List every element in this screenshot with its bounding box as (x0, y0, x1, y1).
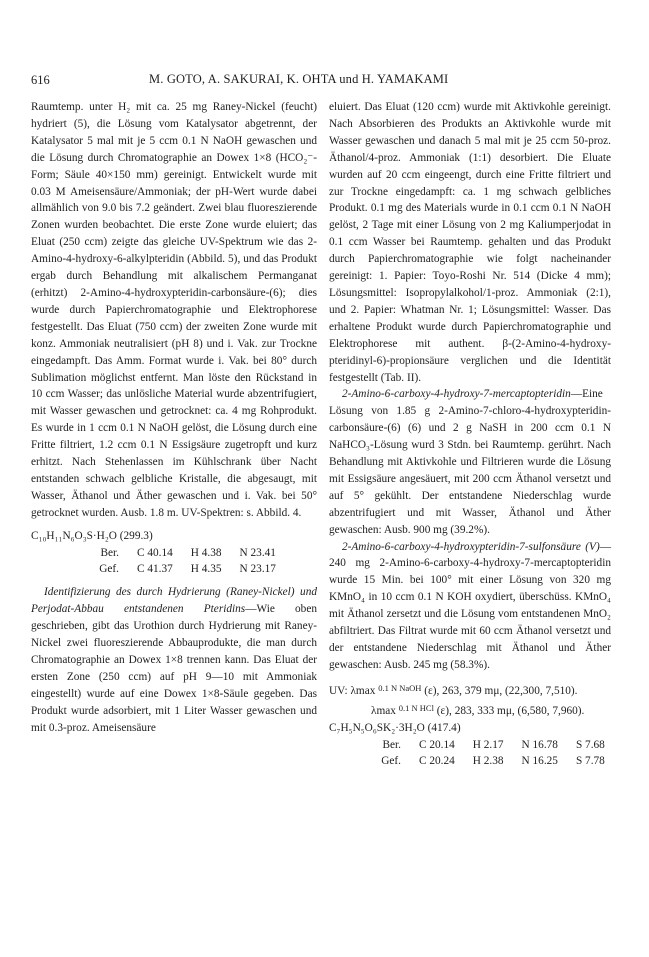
analysis-value: H 4.38 (190, 546, 222, 559)
page-number: 616 (31, 73, 50, 87)
analysis-calculated (31, 545, 317, 562)
body-paragraph (329, 386, 611, 538)
analysis-found (31, 561, 317, 578)
analysis-value: N 16.25 (521, 755, 558, 768)
molecular-formula: C₇H₅N₅O₆SK₂·3H₂O (417.4) (329, 721, 461, 734)
analysis-value: N 16.78 (521, 738, 558, 751)
body-paragraph (31, 584, 317, 736)
section-heading: 2-Amino-6-carboxy-4-hydroxypteridin-7-sulfonsäure (V) (342, 540, 600, 553)
analysis-value: S 7.68 (575, 738, 605, 751)
analysis-value: H 2.38 (472, 755, 504, 768)
analysis-value: N 23.17 (239, 563, 276, 576)
analysis-calculated (343, 737, 611, 754)
analysis-value: C 20.14 (419, 738, 455, 751)
analysis-value: N 23.41 (239, 546, 276, 559)
molecular-formula: C₁₀H₁₁N₆O₃S·H₂O (299.3) (31, 529, 153, 542)
analysis-found (343, 753, 611, 770)
paragraph-text: —Eine Lösung von 1.85 g 2-Amino-7-chloro-4-hydroxypteridin-carbonsäure-(6) (6) und 2 g NaSH in 200 ccm 0.1 N NaHCO₃-Lösung wurd 3 Stdn. bei Raumtemp. gerührt. Nach Behandlung mit Aktivkohle und Filtrieren wurde die Lösung mit Essigsäure angesäuert, mit 200 ccm Äthanol versetzt und auf 5° gekühlt. Der entstandene Niederschlag wurde abzentrifugiert und mit Wasser, Äthanol und Äther gewaschen: Ausb. 900 mg (39.2%). (329, 388, 611, 536)
uv-label: UV: (329, 684, 348, 697)
right-column (329, 99, 611, 770)
analysis-value: C 40.14 (137, 546, 173, 559)
section-heading: Identifizierung des durch Hydrierung (Raney-Nickel) und Perjodat-Abbau entstandenen Pteridins (31, 586, 317, 616)
left-column (31, 99, 317, 737)
analysis-label: Gef. (381, 755, 401, 768)
uv-condition: 0.1 N HCl (398, 702, 434, 713)
uv-lambda: λmax (371, 704, 396, 717)
analysis-label: Ber. (100, 546, 119, 559)
analysis-value: S 7.78 (575, 755, 605, 768)
running-head: M. GOTO, A. SAKURAI, K. OHTA und H. YAMAKAMI (149, 72, 449, 86)
paragraph-text: —240 mg 2-Amino-6-carboxy-4-hydroxy-7-mercaptopteridin wurde 15 Min. bei 100° mit einer Lösung von 320 mg KMnO₄ in 10 ccm 0.1 N KOH oxydiert, überschüss. KMnO₄ mit Äthanol zersetzt und die Lösung vom entstandenen MnO₂ abfiltriert. Das Filtrat wurde mit 60 ccm Äthanol versetzt und der entstandene Niederschlag mit Äthanol und Äther gewaschen: Ausb. 245 mg (58.3%). (329, 540, 611, 671)
analysis-value: C 20.24 (419, 755, 455, 768)
analysis-label: Gef. (99, 563, 119, 576)
analysis-value: H 2.17 (472, 738, 504, 751)
body-paragraph: Raumtemp. unter H₂ mit ca. 25 mg Raney-Nickel (feucht) hydriert (5), die Lösung vom Katalysator abgetrennt, der Katalysator 5 mal mit je 5 ccm 0.1 N NaOH gewaschen und die Lösung durch Chromatographie an Dowex 1×8 (HCO₂⁻-Form; Säule 40×150 mm) gereinigt. Entwickelt wurde mit 0.03 M Ameisensäure/Ammoniak; der pH-Wert wurde dabei allmählich von 9.0 bis 7.2 geändert. Zwei blau fluoreszierende Zonen wurden beobachtet. Die erste Zone wurde eluiert; das Eluat (250 ccm) zeigte das gleiche UV-Spektrum wie das 2-Amino-4-hydroxy-6-alkylpteridin (Abbild. 5), und das Produkt ergab durch Behandlung mit alkalischem Permanganat (erhitzt) 2-Amino-4-hydroxypteridin-carbonsäure-(6); dies wurde durch Papierchromatographie und Elektrophorese festgestellt. Das Eluat (750 ccm) der zweiten Zone wurde mit konz. Ammoniak neutralisiert (pH 8) und i. Vak. zur Trockne eingedampft. Das Amm. Format wurde i. Vak. bei 80° durch Sublimation möglichst entfernt. Man löste den Rückstand in 10 ccm Wasser; das unlösliche Material wurde abzentrifugiert, mit Wasser gewaschen und getrocknet: ca. 4 mg Rohprodukt. Es wurde in 1 ccm 0.1 N NaOH gelöst, die Lösung durch eine Fritte filtriert, 1.2 ccm 0.1 N Essigsäure zugetropft und kurz erhitzt. Nach Stehenlassen im Kühlschrank über Nacht entstanden schwach gelbliche Kristalle, die abgesaugt, mit Wasser, Äthanol und Äther gewaschen und i. Vak. bei 50° getrocknet wurden. Ausb. 1.8 m. UV-Spektren: s. Abbild. 4. (31, 101, 317, 519)
paragraph-text: —Wie oben geschrieben, gibt das Urothion durch Hydrierung mit Raney-Nickel zwei fluoreszierende Abbauprodukte, die man durch Chromatographie an Dowex 1×8 trennen kann. Das Eluat der ersten Zone (250 ccm) auf pH 9—10 mit Ammoniak eingestellt) wurde auf eine Dowex 1×8-Säule gegeben. Das Produkt wurde adsorbiert, mit 1 Liter Wasser gewaschen und mit 0.3-proz. Ameisensäure (31, 603, 317, 734)
analysis-value: C 41.37 (137, 563, 173, 576)
analysis-label: Ber. (382, 738, 401, 751)
uv-spectrum-line (329, 680, 611, 700)
uv-values: (ε), 263, 379 mμ, (22,300, 7,510). (424, 684, 578, 697)
uv-spectrum-line (371, 700, 611, 720)
body-paragraph (329, 539, 611, 674)
uv-lambda: λmax (350, 684, 376, 697)
uv-condition: 0.1 N NaOH (378, 682, 422, 693)
section-heading: 2-Amino-6-carboxy-4-hydroxy-7-mercaptopteridin (342, 388, 571, 401)
uv-values: (ε), 283, 333 mμ, (6,580, 7,960). (436, 704, 585, 717)
analysis-value: H 4.35 (190, 563, 222, 576)
body-paragraph: eluiert. Das Eluat (120 ccm) wurde mit Aktivkohle gereinigt. Nach Absorbieren des Produkts an Aktivkohle wurde mit Wasser gewaschen und danach 5 mal mit je 25 ccm 50-proz. Äthanol/4-proz. Ammoniak (1:1) desorbiert. Die Eluate wurden auf 20 ccm eingeengt, durch eine Fritte filtriert und zur Trockne eingedampft: ca. 1 mg schwach gelbliches Produkt. 0.1 mg des Materials wurde in 0.1 ccm 0.1 N NaOH gelöst, 2 Tage mit einer Lösung von 2 mg Kaliumperjodat in 0.1 ccm Wasser bei Raumtemp. gehalten und das Produkt durch Papierchromatographie wie folgt nacheinander gereinigt: 1. Papier: Toyo-Roshi Nr. 514 (Dicke 4 mm); Lösungsmittel: Isopropylalkohol/1-proz. Ammoniak (2:1), und 2. Papier: Whatman Nr. 1; Lösungsmittel: Wasser. Das erhaltene Produkt wurde durch Papierchromatographie und Elektrophorese mit authent. β-(2-Amino-4-hydroxy-pteridinyl-6)-propionsäure verglichen und die Identität festgestellt (Tab. II). (329, 101, 611, 384)
